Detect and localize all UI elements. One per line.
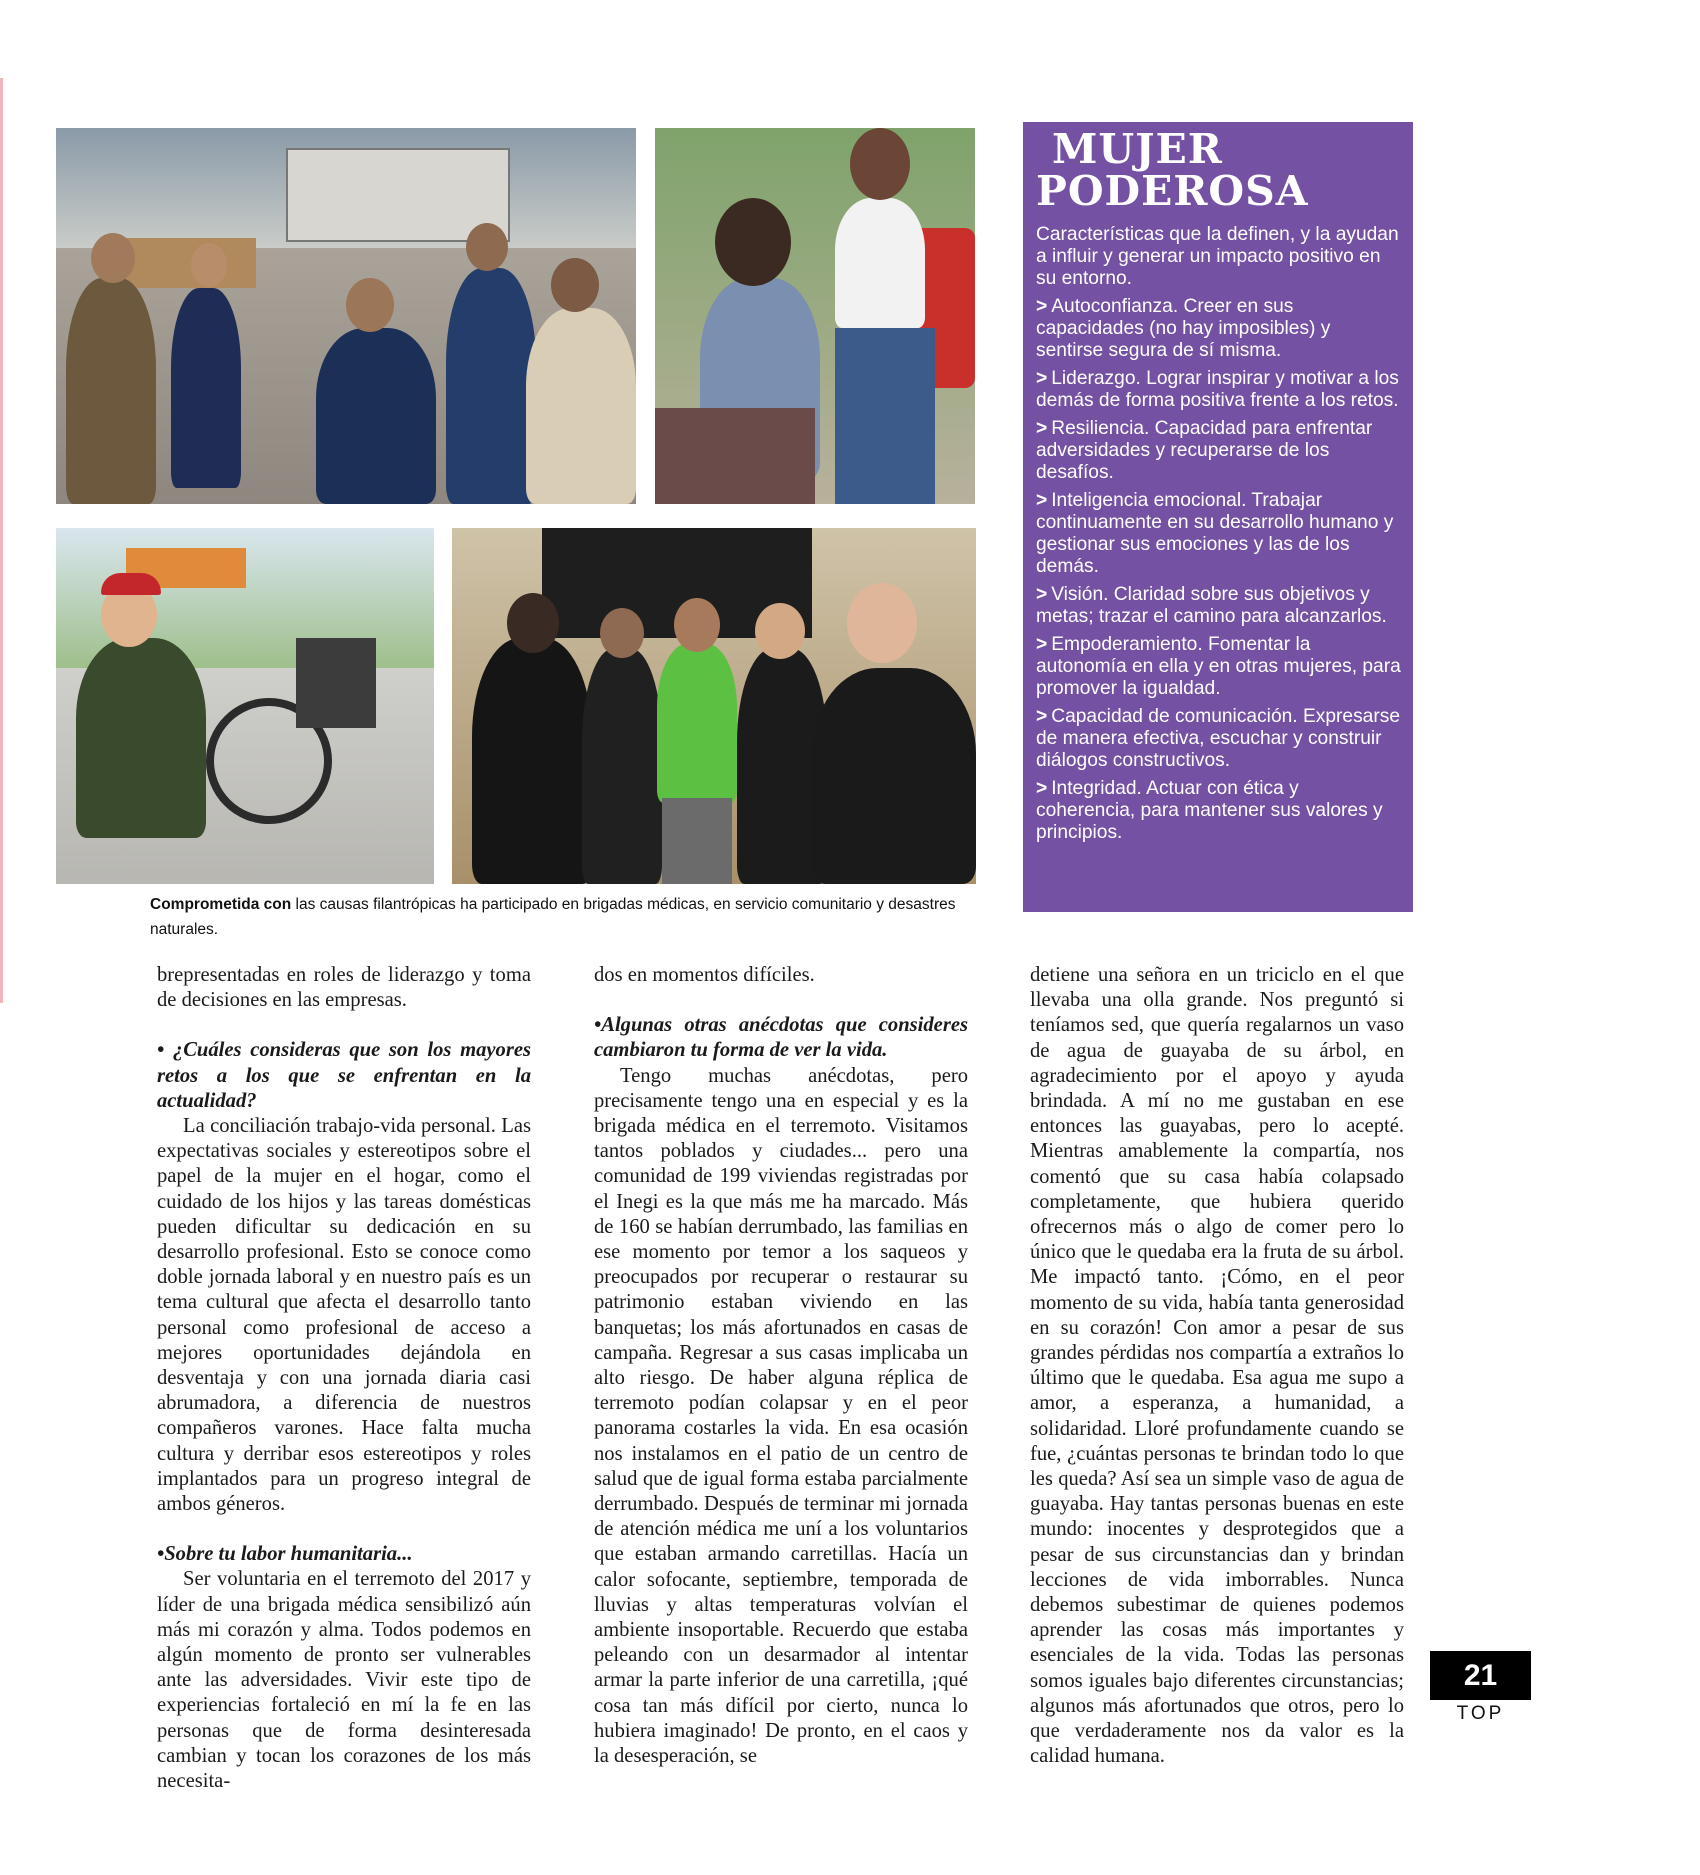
article-column-3 — [1030, 963, 1404, 1770]
page-edge-line — [0, 78, 3, 1003]
paragraph: Tengo muchas anécdotas, pero precisamente tengo una en especial y es la brigada médica en el terremoto. Visitamos tantos poblados y ciudades... pero una comunidad de 199 viviendas registradas por el Inegi es la que más me ha marcado. Más de 160 se habían derrumbado, las familias en ese momento por temor a los saqueos y preocupados por recuperar o restaurar su patrimonio estaban viviendo en las banquetas; los más afortunados en casas de campaña. Regresar a sus casas implicaba un alto riesgo. De haber alguna réplica de terremoto podían colapsar y en el peor panorama costarles la vida. En esa ocasión nos instalamos en el patio de un centro de salud que de igual forma estaba parcialmente derrumbado. Después de terminar mi jornada de atención médica me uní a los voluntarios que estaban armando carretillas. Hacía un calor sofocante, septiembre, temporada de lluvias y altas temperaturas volvían el ambiente insoportable. Recuerdo que estaba peleando con un desarmador al intentar armar la parte inferior de una carretilla, ¡qué cosa tan más difícil por cierto, nunca lo hubiera imaginado! De pronto, en el caos y la desesperación, se — [594, 1064, 968, 1768]
sidebar-item-text: Empoderamiento. Fomentar la autonomía en ella y en otras mujeres, para promover la igualdad. — [1036, 634, 1401, 699]
sidebar-item-text: Resiliencia. Capacidad para enfrentar adversidades y recuperarse de los desafíos. — [1036, 418, 1373, 483]
paragraph: Ser voluntaria en el terremoto del 2017 y líder de una brigada médica sensibilizó aún más mi corazón y alma. Todos podemos en algún momento de pronto ser vulnerables ante las adversidades. Vivir este tipo de experiencias fortaleció en mí la fe en las personas que de forma desinteresada cambian y tocan los corazones de los más necesita- — [157, 1568, 531, 1793]
sidebar-item — [1036, 706, 1401, 772]
interview-question: • ¿Cuáles consideras que son los mayores retos a los que se enfrentan en la actualidad? — [157, 1039, 531, 1112]
sidebar-intro: Características que la definen, y la ayudan a influir y generar un impacto positivo en su entorno. — [1036, 224, 1399, 289]
sidebar-item — [1036, 778, 1401, 844]
paragraph: dos en momentos difíciles. — [594, 964, 815, 986]
sidebar-item-text: Liderazgo. Lograr inspirar y motivar a los demás de forma positiva frente a los retos. — [1036, 368, 1399, 411]
sidebar-item-text: Inteligencia emocional. Trabajar continuamente en su desarrollo humano y gestionar sus emociones y las de los demás. — [1036, 490, 1394, 577]
sidebar-item-text: Autoconfianza. Creer en sus capacidades (no hay imposibles) y sentirse segura de sí misma. — [1036, 296, 1331, 361]
arrow-icon: > — [1036, 778, 1048, 799]
caption-text: las causas filantrópicas ha participado en brigadas médicas, en servicio comunitario y desastres naturales. — [150, 896, 956, 938]
paragraph: brepresentadas en roles de liderazgo y toma de decisiones en las empresas. — [157, 964, 531, 1012]
sidebar-item — [1036, 368, 1401, 412]
sidebar-item — [1036, 296, 1401, 362]
arrow-icon: > — [1036, 634, 1048, 655]
article-column-2 — [594, 963, 968, 1769]
page-number: 21 — [1430, 1651, 1531, 1700]
arrow-icon: > — [1036, 706, 1048, 727]
photo-wheelchair — [56, 528, 434, 884]
sidebar-item-text: Capacidad de comunicación. Expresarse de manera efectiva, escuchar y construir diálogos constructivos. — [1036, 706, 1400, 771]
sidebar-item-text: Visión. Claridad sobre sus objetivos y metas; trazar el camino para alcanzarlos. — [1036, 584, 1387, 627]
caption-lead: Comprometida con — [150, 896, 292, 913]
photo-caption — [150, 892, 980, 942]
paragraph: detiene una señora en un triciclo en el que llevaba una olla grande. Nos preguntó si teníamos sed, que quería regalarnos un vaso de agua de guayaba de su árbol, en agradecimiento por el apoyo y ayuda brindada. A mí no me gustaban en ese entonces las guayabas, pero lo acepté. Mientras amablemente la compartía, nos comentó que su casa había colapsado completamente, que hubiera querido ofrecernos más o algo de comer pero lo único que le quedaba era la fruta de su árbol. Me impactó tanto. ¡Cómo, en el peor momento de su vida, había tanta generosidad en su corazón! Con amor a pesar de sus grandes pérdidas nos compartía a extraños lo último que le quedaba. Esa agua me supo a amor, a esperanza, a humanidad, a solidaridad. Lloré profundamente cuando se fue, ¿cuántas personas te brindan todo lo que les queda? Así sea un simple vaso de agua de guayaba. Hay tantas personas buenas en este mundo: inocentes y desprotegidos que a pesar de sus circunstancias dan y brindan lecciones de vida imborrables. Nunca debemos subestimar de quienes podemos aprender las cosas más importantes y esenciales de la vida. Todas las personas somos iguales bajo diferentes circunstancias; algunos más afortunados que otros, pero lo que verdaderamente nos da valor es la calidad humana. — [1030, 964, 1404, 1768]
sidebar-item — [1036, 418, 1401, 484]
sidebar-item — [1036, 490, 1401, 578]
sidebar-item-text: Integridad. Actuar con ética y coherencia, para mantener sus valores y principios. — [1036, 778, 1383, 843]
interview-question: •Algunas otras anécdotas que consideres cambiaron tu forma de ver la vida. — [594, 1014, 968, 1062]
photo-volunteers — [56, 128, 636, 504]
arrow-icon: > — [1036, 368, 1048, 389]
sidebar-title-line2: PODEROSA — [1036, 167, 1309, 215]
interview-question: •Sobre tu labor humanitaria... — [157, 1543, 413, 1566]
photo-medical — [655, 128, 975, 504]
sidebar-item — [1036, 584, 1401, 628]
sidebar-mujer-poderosa — [1023, 122, 1413, 912]
arrow-icon: > — [1036, 418, 1048, 439]
paragraph: La conciliación trabajo-vida personal. Las expectativas sociales y estereotipos sobre el papel de la mujer en el hogar, como el cuidado de los hijos y las tareas domésticas pueden dificultar su dedicación en su desarrollo profesional. Esto se conoce como doble jornada laboral y en nuestro país es un tema cultural que afecta el desarrollo tanto personal como profesional de acceso a mejores oportunidades dejándola en desventaja y con una jornada diaria casi abrumadora, a diferencia de nuestros compañeros varones. Hace falta mucha cultura y derribar esos estereotipos y roles implantados para un progreso integral de ambos géneros. — [157, 1115, 531, 1516]
photo-group — [452, 528, 976, 884]
arrow-icon: > — [1036, 490, 1048, 511]
arrow-icon: > — [1036, 584, 1048, 605]
sidebar-item — [1036, 634, 1401, 700]
sidebar-title — [1036, 125, 1401, 215]
sidebar-title-line1: MUJER — [1052, 125, 1223, 173]
article-column-1 — [157, 963, 531, 1794]
arrow-icon: > — [1036, 296, 1048, 317]
magazine-label: TOP — [1456, 1703, 1505, 1724]
